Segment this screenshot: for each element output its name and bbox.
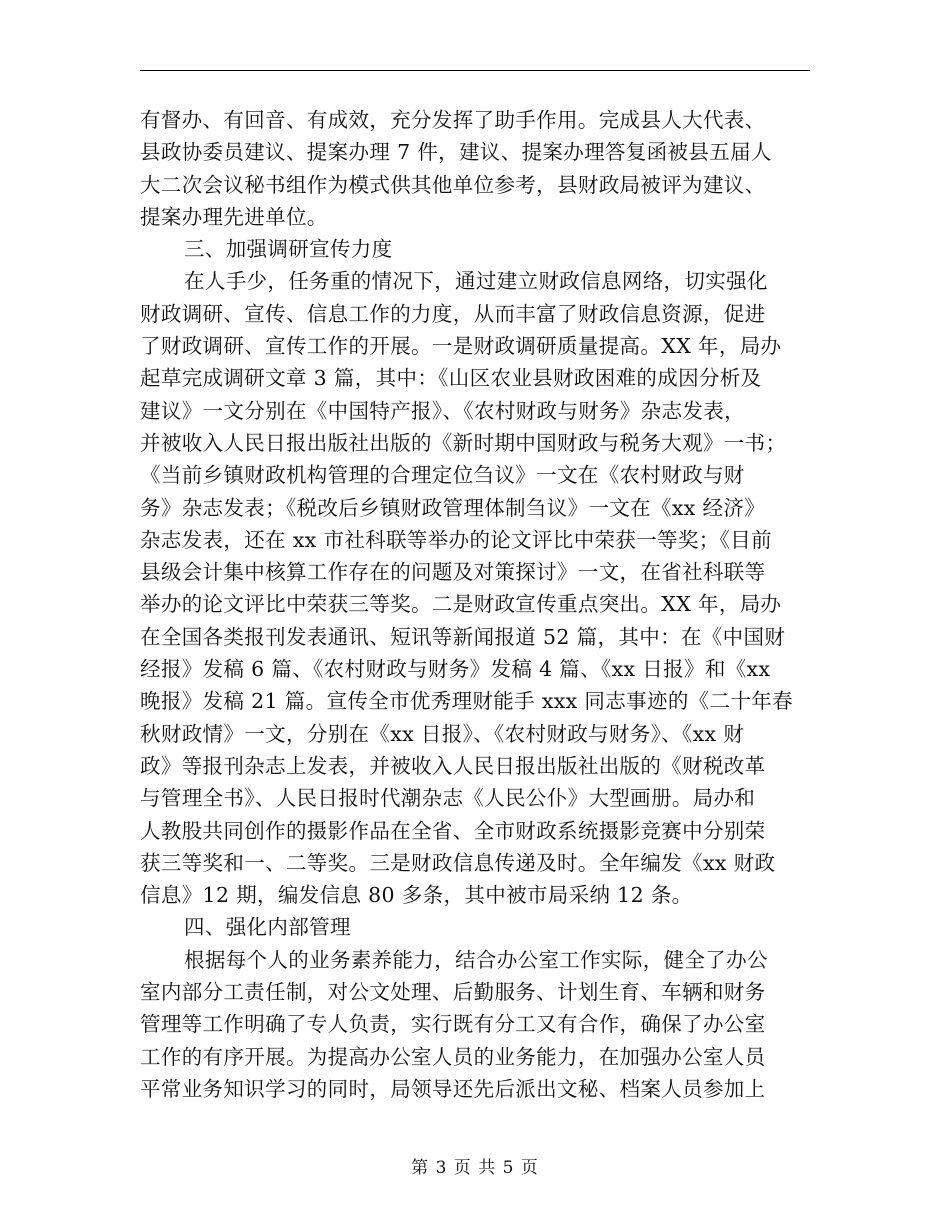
text-line: 平常业务知识学习的同时，局领导还先后派出文秘、档案人员参加上 — [140, 1076, 766, 1101]
text-line: 信息》12 期，编发信息 80 多条，其中被市局采纳 12 条。 — [140, 883, 693, 908]
page-footer — [0, 1153, 950, 1178]
text-line: 杂志发表，还在 xx 市社科联等举办的论文评比中荣获一等奖；《目前 — [140, 527, 772, 552]
text-line: 经报》发稿 6 篇、《农村财政与财务》发稿 4 篇、《xx 日报》和《xx — [140, 657, 771, 682]
text-line: 与管理全书》、人民日报时代潮杂志《人民公仆》大型画册。局办和 — [140, 786, 756, 811]
paragraph-start-line: 根据每个人的业务素养能力，结合办公室工作实际，健全了办公 — [184, 947, 768, 972]
text-line: 有督办、有回音、有成效，充分发挥了助手作用。完成县人大代表、 — [140, 108, 766, 132]
text-line: 建议》一文分别在《中国特产报》、《农村财政与财务》杂志发表， — [140, 398, 745, 423]
text-line: 工作的有序开展。为提高办公室人员的业务能力，在加强办公室人员 — [140, 1044, 766, 1069]
page-number-label: 第 3 页 共 5 页 — [411, 1158, 539, 1178]
text-line: 县级会计集中核算工作存在的问题及对策探讨》一文，在省社科联等 — [140, 560, 766, 585]
text-line: 《当前乡镇财政机构管理的合理定位刍议》一文在《农村财政与财 — [140, 463, 745, 488]
text-line: 县政协委员建议、提案办理 7 件，建议、提案办理答复函被县五届人 — [140, 140, 772, 165]
paragraph-start-line: 三、加强调研宣传力度 — [184, 237, 393, 262]
text-line: 起草完成调研文章 3 篇，其中：《山区农业县财政困难的成因分析及 — [140, 366, 762, 391]
text-line: 室内部分工责任制，对公文处理、后勤服务、计划生育、车辆和财务 — [140, 980, 766, 1005]
text-line: 获三等奖和一、二等奖。三是财政信息传递及时。全年编发《xx 财政 — [140, 850, 776, 875]
document-body — [140, 104, 812, 1105]
text-line: 晚报》发稿 21 篇。宣传全市优秀理财能手 xxx 同志事迹的《二十年春 — [140, 689, 793, 714]
text-line: 管理等工作明确了专人负责，实行既有分工又有合作，确保了办公室 — [140, 1012, 766, 1037]
paragraph-start-line: 在人手少，任务重的情况下，通过建立财政信息网络，切实强化 — [184, 269, 768, 294]
text-line: 大二次会议秘书组作为模式供其他单位参考，县财政局被评为建议、 — [140, 172, 766, 197]
header-rule — [140, 70, 810, 71]
text-line: 秋财政情》一文，分别在《xx 日报》、《农村财政与财务》、《xx 财 — [140, 721, 745, 746]
paragraph-start-line: 四、强化内部管理 — [184, 915, 351, 940]
text-line: 人教股共同创作的摄影作品在全省、全市财政系统摄影竞赛中分别荣 — [140, 818, 766, 843]
text-line: 务》杂志发表；《税改后乡镇财政管理体制刍议》一文在《xx 经济》 — [140, 495, 766, 520]
text-line: 了财政调研、宣传工作的开展。一是财政调研质量提高。XX 年，局办 — [140, 334, 782, 359]
text-line: 政》等报刊杂志上发表，并被收入人民日报出版社出版的《财税改革 — [140, 753, 766, 778]
text-line: 财政调研、宣传、信息工作的力度，从而丰富了财政信息资源，促进 — [140, 301, 766, 326]
text-line: 提案办理先进单位。 — [140, 204, 328, 229]
text-line: 举办的论文评比中荣获三等奖。二是财政宣传重点突出。XX 年，局办 — [140, 592, 782, 617]
text-line: 在全国各类报刊发表通讯、短讯等新闻报道 52 篇，其中：在《中国财 — [140, 624, 786, 649]
text-line: 并被收入人民日报出版社出版的《新时期中国财政与税务大观》一书； — [140, 430, 787, 455]
